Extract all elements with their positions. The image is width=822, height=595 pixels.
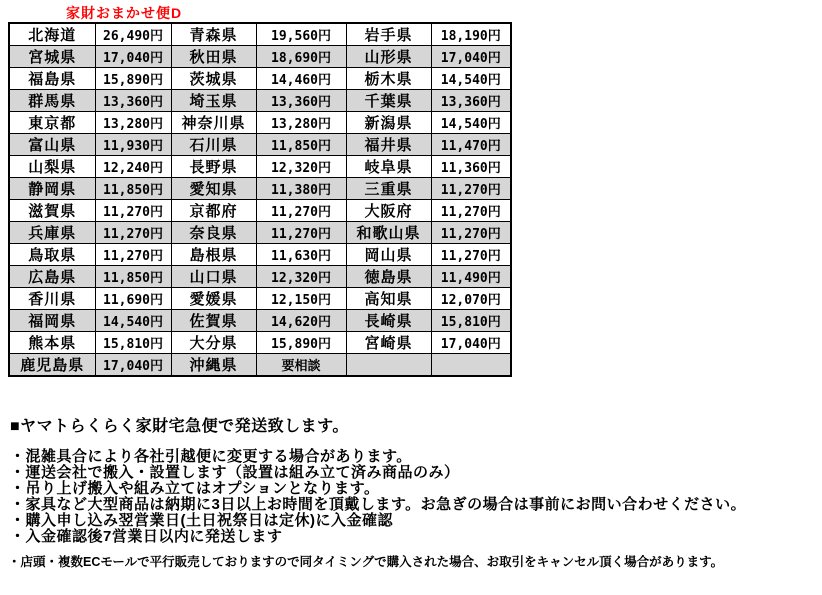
price-cell: 11,850円 bbox=[95, 266, 171, 288]
note-item: ・家具など大型商品は納期に3日以上お時間を頂戴します。お急ぎの場合は事前にお問い合わせください。 bbox=[10, 496, 747, 513]
price-cell: 15,810円 bbox=[431, 310, 511, 332]
prefecture-cell: 三重県 bbox=[346, 178, 431, 200]
price-cell: 14,540円 bbox=[431, 68, 511, 90]
price-cell: 要相談 bbox=[256, 354, 346, 377]
table-row bbox=[9, 332, 511, 354]
prefecture-cell: 山口県 bbox=[171, 266, 256, 288]
table-row bbox=[9, 266, 511, 288]
prefecture-cell: 奈良県 bbox=[171, 222, 256, 244]
price-cell: 17,040円 bbox=[95, 46, 171, 68]
price-cell: 17,040円 bbox=[431, 46, 511, 68]
prefecture-cell: 高知県 bbox=[346, 288, 431, 310]
price-cell: 13,360円 bbox=[431, 90, 511, 112]
prefecture-cell: 神奈川県 bbox=[171, 112, 256, 134]
price-cell: 15,890円 bbox=[95, 68, 171, 90]
price-cell: 11,930円 bbox=[95, 134, 171, 156]
price-cell: 11,360円 bbox=[431, 156, 511, 178]
price-cell: 13,280円 bbox=[256, 112, 346, 134]
prefecture-cell: 滋賀県 bbox=[9, 200, 95, 222]
table-row bbox=[9, 200, 511, 222]
prefecture-cell: 長崎県 bbox=[346, 310, 431, 332]
price-cell: 12,320円 bbox=[256, 266, 346, 288]
price-cell: 11,270円 bbox=[431, 200, 511, 222]
table-row bbox=[9, 156, 511, 178]
prefecture-cell: 岐阜県 bbox=[346, 156, 431, 178]
price-cell: 26,490円 bbox=[95, 23, 171, 46]
table-row bbox=[9, 222, 511, 244]
table-row bbox=[9, 288, 511, 310]
notes-list bbox=[10, 449, 816, 545]
price-cell: 11,270円 bbox=[256, 222, 346, 244]
prefecture-cell: 鳥取県 bbox=[9, 244, 95, 266]
price-cell: 13,360円 bbox=[95, 90, 171, 112]
price-cell: 13,280円 bbox=[95, 112, 171, 134]
price-cell: 11,270円 bbox=[431, 244, 511, 266]
shipping-notes bbox=[10, 413, 816, 545]
prefecture-cell: 和歌山県 bbox=[346, 222, 431, 244]
price-cell: 11,470円 bbox=[431, 134, 511, 156]
table-row bbox=[9, 178, 511, 200]
prefecture-cell: 茨城県 bbox=[171, 68, 256, 90]
prefecture-cell: 千葉県 bbox=[346, 90, 431, 112]
price-cell: 12,320円 bbox=[256, 156, 346, 178]
prefecture-cell: 宮崎県 bbox=[346, 332, 431, 354]
table-row bbox=[9, 244, 511, 266]
prefecture-cell: 福岡県 bbox=[9, 310, 95, 332]
price-cell: 18,690円 bbox=[256, 46, 346, 68]
notes-heading: ■ヤマトらくらく家財宅急便で発送致します。 bbox=[10, 418, 349, 435]
prefecture-cell: 大阪府 bbox=[346, 200, 431, 222]
price-cell: 15,810円 bbox=[95, 332, 171, 354]
prefecture-cell: 東京都 bbox=[9, 112, 95, 134]
table-row bbox=[9, 90, 511, 112]
price-cell: 11,850円 bbox=[256, 134, 346, 156]
prefecture-cell: 長野県 bbox=[171, 156, 256, 178]
prefecture-cell bbox=[346, 354, 431, 377]
price-cell: 14,460円 bbox=[256, 68, 346, 90]
price-cell bbox=[431, 354, 511, 377]
table-row bbox=[9, 134, 511, 156]
prefecture-cell: 広島県 bbox=[9, 266, 95, 288]
price-cell: 14,540円 bbox=[95, 310, 171, 332]
price-cell: 15,890円 bbox=[256, 332, 346, 354]
price-cell: 13,360円 bbox=[256, 90, 346, 112]
price-cell: 11,270円 bbox=[431, 222, 511, 244]
table-row bbox=[9, 46, 511, 68]
price-cell: 11,850円 bbox=[95, 178, 171, 200]
shipping-fee-table-body bbox=[9, 23, 511, 376]
prefecture-cell: 愛媛県 bbox=[171, 288, 256, 310]
prefecture-cell: 徳島県 bbox=[346, 266, 431, 288]
price-cell: 17,040円 bbox=[95, 354, 171, 377]
prefecture-cell: 大分県 bbox=[171, 332, 256, 354]
price-cell: 11,630円 bbox=[256, 244, 346, 266]
prefecture-cell: 青森県 bbox=[171, 23, 256, 46]
prefecture-cell: 新潟県 bbox=[346, 112, 431, 134]
cancellation-footnote: ・店頭・複数ECモールで平行販売しておりますので同タイミングで購入された場合、お取引をキャンセル頂く場合があります。 bbox=[8, 555, 724, 569]
prefecture-cell: 群馬県 bbox=[9, 90, 95, 112]
table-row bbox=[9, 112, 511, 134]
prefecture-cell: 岡山県 bbox=[346, 244, 431, 266]
price-cell: 12,150円 bbox=[256, 288, 346, 310]
prefecture-cell: 京都府 bbox=[171, 200, 256, 222]
price-cell: 11,690円 bbox=[95, 288, 171, 310]
prefecture-cell: 山形県 bbox=[346, 46, 431, 68]
note-item: ・吊り上げ搬入や組み立てはオプションとなります。 bbox=[10, 480, 380, 497]
prefecture-cell: 宮城県 bbox=[9, 46, 95, 68]
price-cell: 19,560円 bbox=[256, 23, 346, 46]
prefecture-cell: 福井県 bbox=[346, 134, 431, 156]
prefecture-cell: 栃木県 bbox=[346, 68, 431, 90]
shipping-fee-table bbox=[8, 22, 512, 377]
prefecture-cell: 埼玉県 bbox=[171, 90, 256, 112]
price-cell: 11,380円 bbox=[256, 178, 346, 200]
prefecture-cell: 佐賀県 bbox=[171, 310, 256, 332]
prefecture-cell: 愛知県 bbox=[171, 178, 256, 200]
price-cell: 17,040円 bbox=[431, 332, 511, 354]
prefecture-cell: 北海道 bbox=[9, 23, 95, 46]
prefecture-cell: 島根県 bbox=[171, 244, 256, 266]
prefecture-cell: 静岡県 bbox=[9, 178, 95, 200]
prefecture-cell: 鹿児島県 bbox=[9, 354, 95, 377]
table-row bbox=[9, 354, 511, 377]
plan-title: 家財おまかせ便D bbox=[66, 5, 183, 21]
note-item: ・入金確認後7営業日以内に発送します bbox=[10, 528, 283, 545]
prefecture-cell: 熊本県 bbox=[9, 332, 95, 354]
prefecture-cell: 石川県 bbox=[171, 134, 256, 156]
note-item: ・購入申し込み翌営業日(土日祝祭日は定休)に入金確認 bbox=[10, 512, 393, 529]
table-row bbox=[9, 23, 511, 46]
price-cell: 11,490円 bbox=[431, 266, 511, 288]
note-item: ・運送会社で搬入・設置します（設置は組み立て済み商品のみ） bbox=[10, 464, 460, 481]
price-cell: 11,270円 bbox=[256, 200, 346, 222]
price-cell: 11,270円 bbox=[95, 222, 171, 244]
price-cell: 14,620円 bbox=[256, 310, 346, 332]
prefecture-cell: 山梨県 bbox=[9, 156, 95, 178]
prefecture-cell: 沖縄県 bbox=[171, 354, 256, 377]
price-cell: 14,540円 bbox=[431, 112, 511, 134]
price-cell: 12,070円 bbox=[431, 288, 511, 310]
price-cell: 11,270円 bbox=[95, 244, 171, 266]
table-row bbox=[9, 310, 511, 332]
note-item: ・混雑具合により各社引越便に変更する場合があります。 bbox=[10, 448, 412, 465]
prefecture-cell: 香川県 bbox=[9, 288, 95, 310]
prefecture-cell: 富山県 bbox=[9, 134, 95, 156]
price-cell: 12,240円 bbox=[95, 156, 171, 178]
table-row bbox=[9, 68, 511, 90]
price-cell: 18,190円 bbox=[431, 23, 511, 46]
prefecture-cell: 秋田県 bbox=[171, 46, 256, 68]
prefecture-cell: 福島県 bbox=[9, 68, 95, 90]
prefecture-cell: 兵庫県 bbox=[9, 222, 95, 244]
prefecture-cell: 岩手県 bbox=[346, 23, 431, 46]
price-cell: 11,270円 bbox=[431, 178, 511, 200]
price-cell: 11,270円 bbox=[95, 200, 171, 222]
